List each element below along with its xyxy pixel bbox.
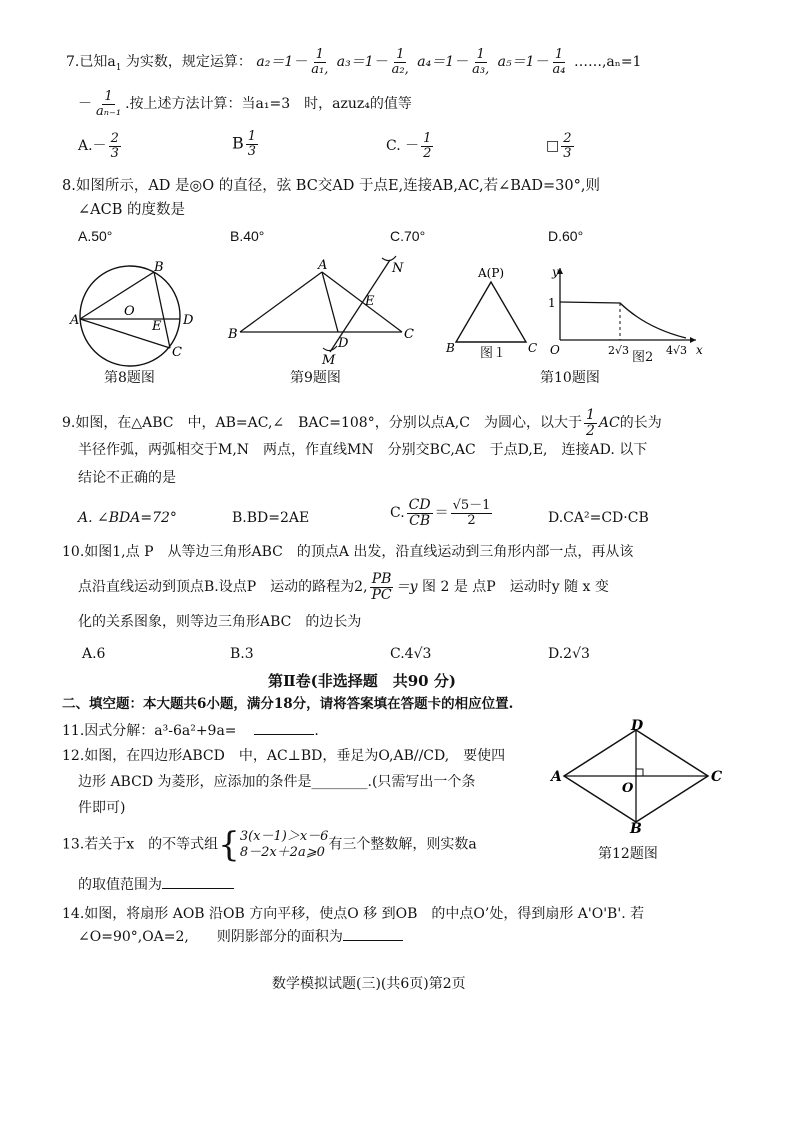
figure-12 — [550, 718, 723, 837]
curve — [560, 302, 686, 338]
q14-line2: ∠O=90°,OA=2, 则阴影部分的面积为 — [78, 928, 403, 946]
page-footer: 数学模拟试题(三)(共6页)第2页 — [272, 976, 466, 992]
label-o: O — [124, 304, 135, 319]
label-a: A — [318, 258, 328, 273]
fig8-caption: 第8题图 — [104, 370, 155, 386]
fig10-1-caption: 图１ — [480, 346, 507, 361]
q7-intro-b: 为实数，规定运算： — [121, 54, 252, 71]
q7-line1 — [66, 48, 641, 76]
label-d: D — [183, 313, 194, 328]
q7-op-4: a₅＝1－ $\frac{1}{\text{a₄}}$ — [497, 47, 566, 77]
label-a: A — [551, 769, 562, 785]
q7-line2-text: .按上述方法计算：当a₁=3 时，azuz₄的值等 — [125, 96, 412, 113]
q11: 11.因式分解：a³-6a²+9a= . — [62, 723, 319, 739]
right-angle — [636, 769, 643, 776]
q10-option-d: D.2√3 — [548, 646, 590, 662]
label-2sqrt3: 2√3 — [608, 344, 630, 357]
q8-option-a: A.50° — [78, 228, 113, 244]
chord-ab — [80, 272, 154, 319]
q9-line1: 9.如图，在△ABC 中，AB=AC,∠ BAC=108°，分别以点A,C 为圆心，以大于 $\frac{1}{2}$ AC的长为 — [62, 407, 662, 439]
q7-line2 — [78, 90, 412, 118]
label-e: E — [152, 319, 162, 334]
label-m: M — [322, 353, 336, 368]
label-b: B — [446, 341, 455, 355]
q8-option-c: C.70° — [390, 228, 426, 244]
segment-ad — [322, 272, 338, 332]
figure-10-2 — [546, 258, 706, 358]
label-4sqrt3: 4√3 — [666, 344, 688, 357]
q7-intro: 7.已知a — [66, 54, 116, 71]
q7-option-b: B $\frac{1}{3}$ — [232, 129, 257, 159]
q13-line2: 的取值范围为 — [78, 876, 234, 894]
q10-line1: 10.如图1,点 P 从等边三角形ABC 的顶点A 出发，沿直线运动到三角形内部一点，再从该 — [62, 544, 634, 560]
q9-option-b: B.BD=2AE — [232, 510, 310, 526]
label-d: D — [631, 718, 644, 734]
q11-blank — [254, 722, 314, 735]
q14-blank — [343, 928, 403, 941]
q9-option-d: D.CA²=CD·CB — [548, 510, 649, 526]
label-c: C — [711, 769, 723, 785]
figure-10-1 — [444, 262, 544, 354]
q7-line2-frac: $\frac{1}{\text{aₙ₋₁}}$ — [96, 89, 122, 119]
q12-line2: 边形 ABCD 为菱形，应添加的条件是________.(只需写出一个条 — [78, 774, 476, 790]
label-o: O — [550, 343, 560, 357]
q10-option-b: B.3 — [230, 646, 254, 662]
q10-option-c: C.4√3 — [390, 646, 432, 662]
figure-8 — [66, 256, 206, 368]
q10-line2: 点沿直线运动到顶点B.设点P 运动的路程为2, $\frac{PB}{PC}$ ＝y 图 2 是 点P 运动时y 随 x 变 — [78, 571, 609, 603]
q7-op-3: a₄＝1－ $\frac{1}{\text{a₃,}}$ — [417, 47, 490, 77]
label-b: B — [228, 327, 238, 342]
q8-line2: ∠ACB 的度数是 — [78, 202, 185, 218]
q12-line3: 件即可) — [78, 800, 126, 816]
label-ap: A(P) — [478, 266, 505, 280]
arc-m — [323, 346, 337, 351]
q8-option-b: B.40° — [230, 228, 265, 244]
figure-9 — [226, 250, 426, 370]
q12-line1: 12.如图，在四边形ABCD 中，AC⊥BD，垂足为O,AB//CD, 要使四 — [62, 748, 506, 764]
q7-option-a: A.－ $\frac{2}{3}$ — [78, 131, 119, 161]
q14-line1: 14.如图，将扇形 AOB 沿OB 方向平移，使点O 移 到OB 的中点O’处，得到扇形 A'O'B'. 若 — [62, 906, 645, 922]
q7-op-1: a₂＝1－ $\frac{1}{\text{a₁,}}$ — [256, 47, 329, 77]
q9-line3: 结论不正确的是 — [78, 470, 176, 486]
label-n: N — [392, 261, 404, 276]
label-x: x — [696, 343, 703, 357]
label-b: B — [630, 821, 642, 837]
part2-title: 第Ⅱ卷(非选择题 共90 分) — [268, 672, 456, 690]
triangle-abc — [456, 282, 526, 342]
q7-op-2: a₃＝1－ $\frac{1}{\text{a₂,}}$ — [336, 47, 409, 77]
fig10-caption: 第10题图 — [540, 370, 600, 386]
q7-intro-sub: 1 — [115, 62, 122, 73]
fig12-caption: 第12题图 — [598, 846, 658, 862]
q7-tail: ……,aₙ=1 — [573, 54, 642, 71]
q7-option-c: C. － $\frac{1}{2}$ — [386, 131, 432, 161]
label-1: 1 — [548, 296, 556, 310]
side-ab — [240, 272, 322, 332]
q13-blank — [162, 876, 234, 889]
q10-option-a: A.6 — [82, 646, 106, 662]
label-a: A — [70, 313, 80, 328]
q8-line1: 8.如图所示，AD 是◎O 的直径，弦 BC交AD 于点E,连接AB,AC,若∠BAD=30°,则 — [62, 178, 600, 194]
label-b: B — [154, 260, 164, 275]
q8-option-d: D.60° — [548, 228, 584, 244]
label-y: y — [552, 265, 559, 279]
label-c: C — [172, 345, 182, 360]
q9-option-a: A. ∠BDA=72° — [78, 510, 177, 526]
label-c: C — [528, 341, 538, 355]
q7-minus: － — [78, 96, 92, 113]
q9-option-c: C. $\frac{CD}{CB}$ ＝ $\frac{√5-1}{2}$ — [390, 497, 491, 529]
q13-inequality-2: 8－2x＋2a⩾0 — [239, 845, 325, 860]
label-c: C — [404, 327, 414, 342]
label-e: E — [365, 294, 375, 309]
q13-line1: 13.若关于x 的不等式组{ 3(x－1)＞x－6 8－2x＋2a⩾0 有三个整数解，则实数a — [62, 825, 477, 865]
q7-option-d: □ $\frac{2}{3}$ — [546, 131, 572, 161]
label-o: O — [622, 781, 634, 796]
q10-line3: 化的关系图象，则等边三角形ABC 的边长为 — [78, 614, 362, 630]
label-d: D — [338, 336, 349, 351]
fig9-caption: 第9题图 — [290, 370, 341, 386]
q9-line2: 半径作弧，两弧相交于M,N 两点，作直线MN 分别交BC,AC 于点D,E, 连接AD. 以下 — [78, 442, 648, 458]
fig10-2-caption: 图2 — [632, 350, 654, 365]
q13-inequality-1: 3(x－1)＞x－6 — [239, 828, 329, 844]
section-header: 二、填空题：本大题共6小题，满分18分，请将答案填在答题卡的相应位置. — [62, 696, 514, 712]
arc-n — [382, 256, 396, 261]
